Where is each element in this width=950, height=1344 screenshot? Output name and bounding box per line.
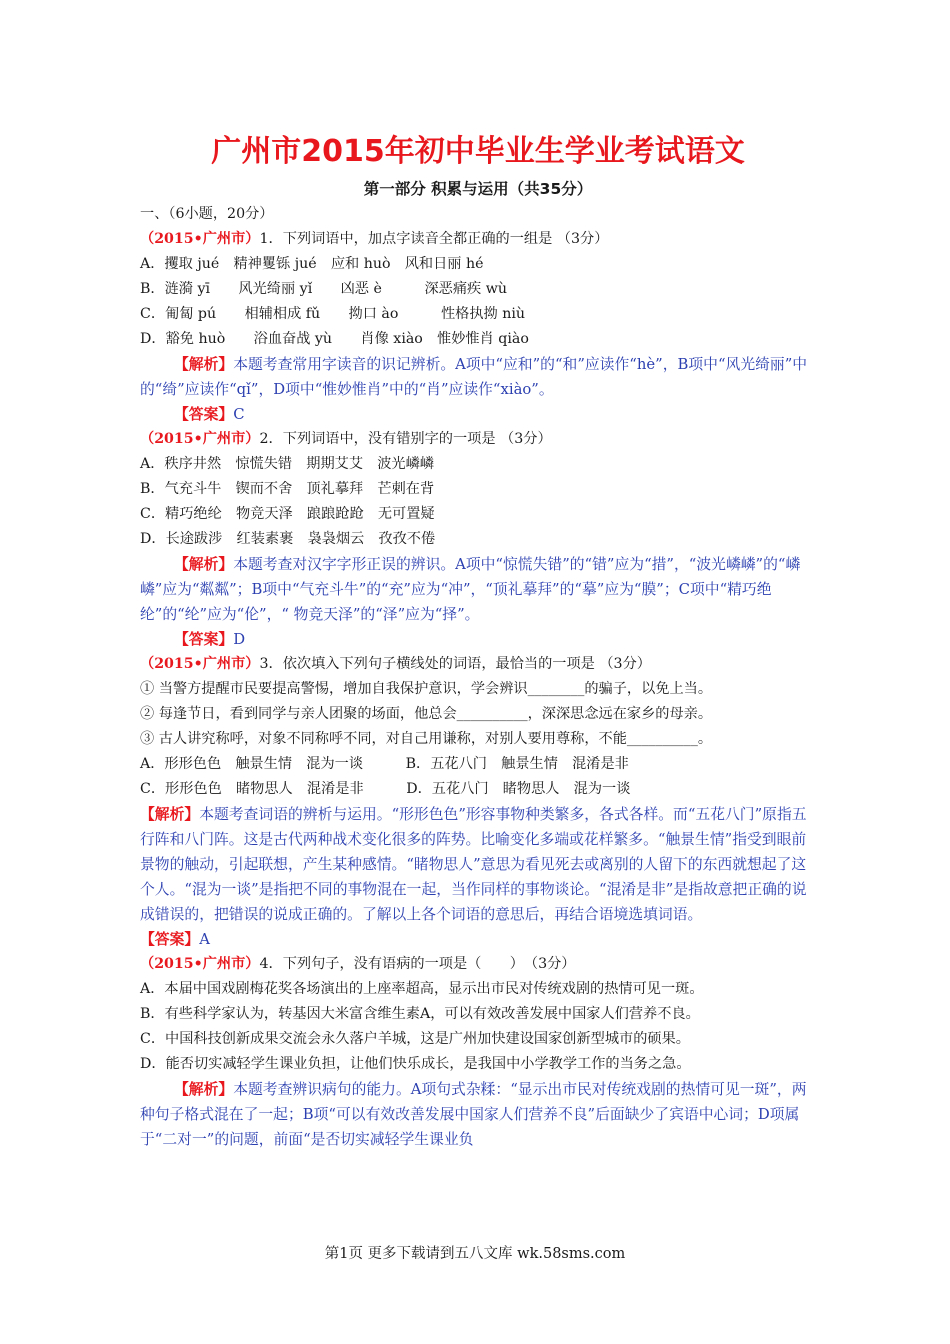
analysis-text: 本题考查辨识病句的能力。A项句式杂糅：“显示出市民对传统戏剧的热情可见一斑”，两种句子格式混在了一起；B项“可以有效改善发展中国家人们营养不良”后面缺少了宾语中心词；D项属于“二对一”的问题，前面“是否切实减轻学生课业负 — [140, 1081, 807, 1148]
question-source: （2015•广州市） — [140, 231, 260, 247]
options-ab: A．形形色色 触景生情 混为一谈 B．五花八门 触景生情 混淆是非 — [140, 756, 629, 772]
option-d: D．长途跋涉 红装素裹 袅袅烟云 孜孜不倦 — [140, 531, 436, 547]
document-body — [140, 132, 816, 1152]
option-a: A．秩序井然 惊慌失错 期期艾艾 波光嶙嶙 — [140, 456, 434, 472]
question-text: 4．下列句子，没有语病的一项是（ ） （3分） — [259, 956, 576, 972]
question-1 — [140, 227, 816, 427]
analysis — [140, 552, 816, 627]
answer-label: 【答案】 — [174, 406, 234, 423]
options-cd: C．形形色色 睹物思人 混淆是非 D．五花八门 睹物思人 混为一谈 — [140, 781, 631, 797]
option-a: A．攫取 jué 精神矍铄 jué 应和 huò 风和日丽 hé — [140, 256, 484, 272]
analysis — [140, 802, 816, 927]
question-2 — [140, 427, 816, 652]
question-text: 3．依次填入下列句子横线处的词语，最恰当的一项是 （3分） — [259, 656, 651, 672]
page-footer: 第1页 更多下载请到五八文库 wk.58sms.com — [324, 1246, 626, 1262]
analysis-label: 【解析】 — [174, 1081, 234, 1098]
analysis — [140, 1077, 816, 1152]
answer-label: 【答案】 — [174, 631, 234, 648]
analysis — [140, 352, 816, 402]
question-text: 1．下列词语中，加点字读音全都正确的一组是 （3分） — [259, 231, 609, 247]
sentence-3: ③ 古人讲究称呼，对象不同称呼不同，对自己用谦称，对别人要用尊称，不能__________。 — [140, 731, 713, 747]
analysis-label: 【解析】 — [140, 806, 200, 823]
sentence-2: ② 每逢节日，看到同学与亲人团聚的场面，他总会__________，深深思念远在家乡的母亲。 — [140, 706, 713, 722]
question-source: （2015•广州市） — [140, 956, 260, 972]
answer-value: C — [233, 406, 245, 423]
question-stem — [140, 427, 816, 452]
analysis-text: 本题考查对汉字字形正误的辨识。A项中“惊慌失错”的“错”应为“措”，“波光嶙嶙”的“嶙嶙”应为“粼粼”；B项中“气充斗牛”的“充”应为“冲”，“顶礼摹拜”的“摹”应为“膜”；C项中“精巧绝纶”的“纶”应为“伦”，“ 物竞天泽”的“泽”应为“择”。 — [140, 556, 801, 623]
option-c: C．精巧绝纶 物竞天泽 踉踉跄跄 无可置疑 — [140, 506, 435, 522]
answer-label: 【答案】 — [140, 931, 200, 948]
question-text: 2．下列词语中，没有错别字的一项是 （3分） — [259, 431, 552, 447]
option-a: A．本届中国戏剧梅花奖各场演出的上座率超高，显示出市民对传统戏剧的热情可见一斑。 — [140, 981, 704, 997]
question-3 — [140, 652, 816, 952]
analysis-text: 本题考查常用字读音的识记辨析。A项中“应和”的“和”应读作“hè”，B项中“风光绮丽”中的“绮”应读作“qǐ”，D项中“惟妙惟肖”中的“肖”应读作“xiào”。 — [140, 356, 808, 398]
answer — [140, 627, 816, 652]
question-stem — [140, 652, 816, 677]
question-source: （2015•广州市） — [140, 656, 260, 672]
option-d: D．能否切实减轻学生课业负担，让他们快乐成长，是我国中小学教学工作的当务之急。 — [140, 1056, 691, 1072]
question-stem — [140, 952, 816, 977]
answer — [140, 927, 816, 952]
question-4 — [140, 952, 816, 1152]
option-b: B．涟漪 yī 风光绮丽 yǐ 凶恶 è 深恶痛疾 wù — [140, 281, 507, 297]
question-stem — [140, 227, 816, 252]
option-c: C．匍匐 pú 相辅相成 fǔ 拗口 ào 性格执拗 niù — [140, 306, 526, 322]
analysis-label: 【解析】 — [174, 356, 234, 373]
answer-value: D — [233, 631, 246, 648]
page-title: 广州市2015年初中毕业生学业考试语文 — [211, 134, 745, 169]
answer-value: A — [199, 931, 210, 948]
option-b: B．气充斗牛 锲而不舍 顶礼摹拜 芒刺在背 — [140, 481, 435, 497]
answer — [140, 402, 816, 427]
analysis-label: 【解析】 — [174, 556, 234, 573]
section-subtitle: 第一部分 积累与运用（共35分） — [363, 180, 593, 198]
section-heading: 一、（6小题，20分） — [140, 206, 274, 222]
question-source: （2015•广州市） — [140, 431, 260, 447]
option-c: C．中国科技创新成果交流会永久落户羊城，这是广州加快建设国家创新型城市的硕果。 — [140, 1031, 690, 1047]
option-d: D．豁免 huò 浴血奋战 yù 肖像 xiào 惟妙惟肖 qiào — [140, 331, 529, 347]
option-b: B．有些科学家认为，转基因大米富含维生素A，可以有效改善发展中国家人们营养不良。 — [140, 1006, 700, 1022]
analysis-text: 本题考查词语的辨析与运用。“形形色色”形容事物种类繁多，各式各样。而“五花八门”原指五行阵和八门阵。这是古代两种战术变化很多的阵势。比喻变化多端或花样繁多。“触景生情”指受到眼前景物的触动，引起联想，产生某种感情。“睹物思人”意思为看见死去或离别的人留下的东西就想起了这个人。“混为一谈”是指把不同的事物混在一起，当作同样的事物谈论。“混淆是非”是指故意把正确的说成错误的，把错误的说成正确的。了解以上各个词语的意思后，再结合语境选填词语。 — [140, 806, 807, 923]
sentence-1: ① 当警方提醒市民要提高警惕，增加自我保护意识，学会辨识________的骗子，以免上当。 — [140, 681, 713, 697]
